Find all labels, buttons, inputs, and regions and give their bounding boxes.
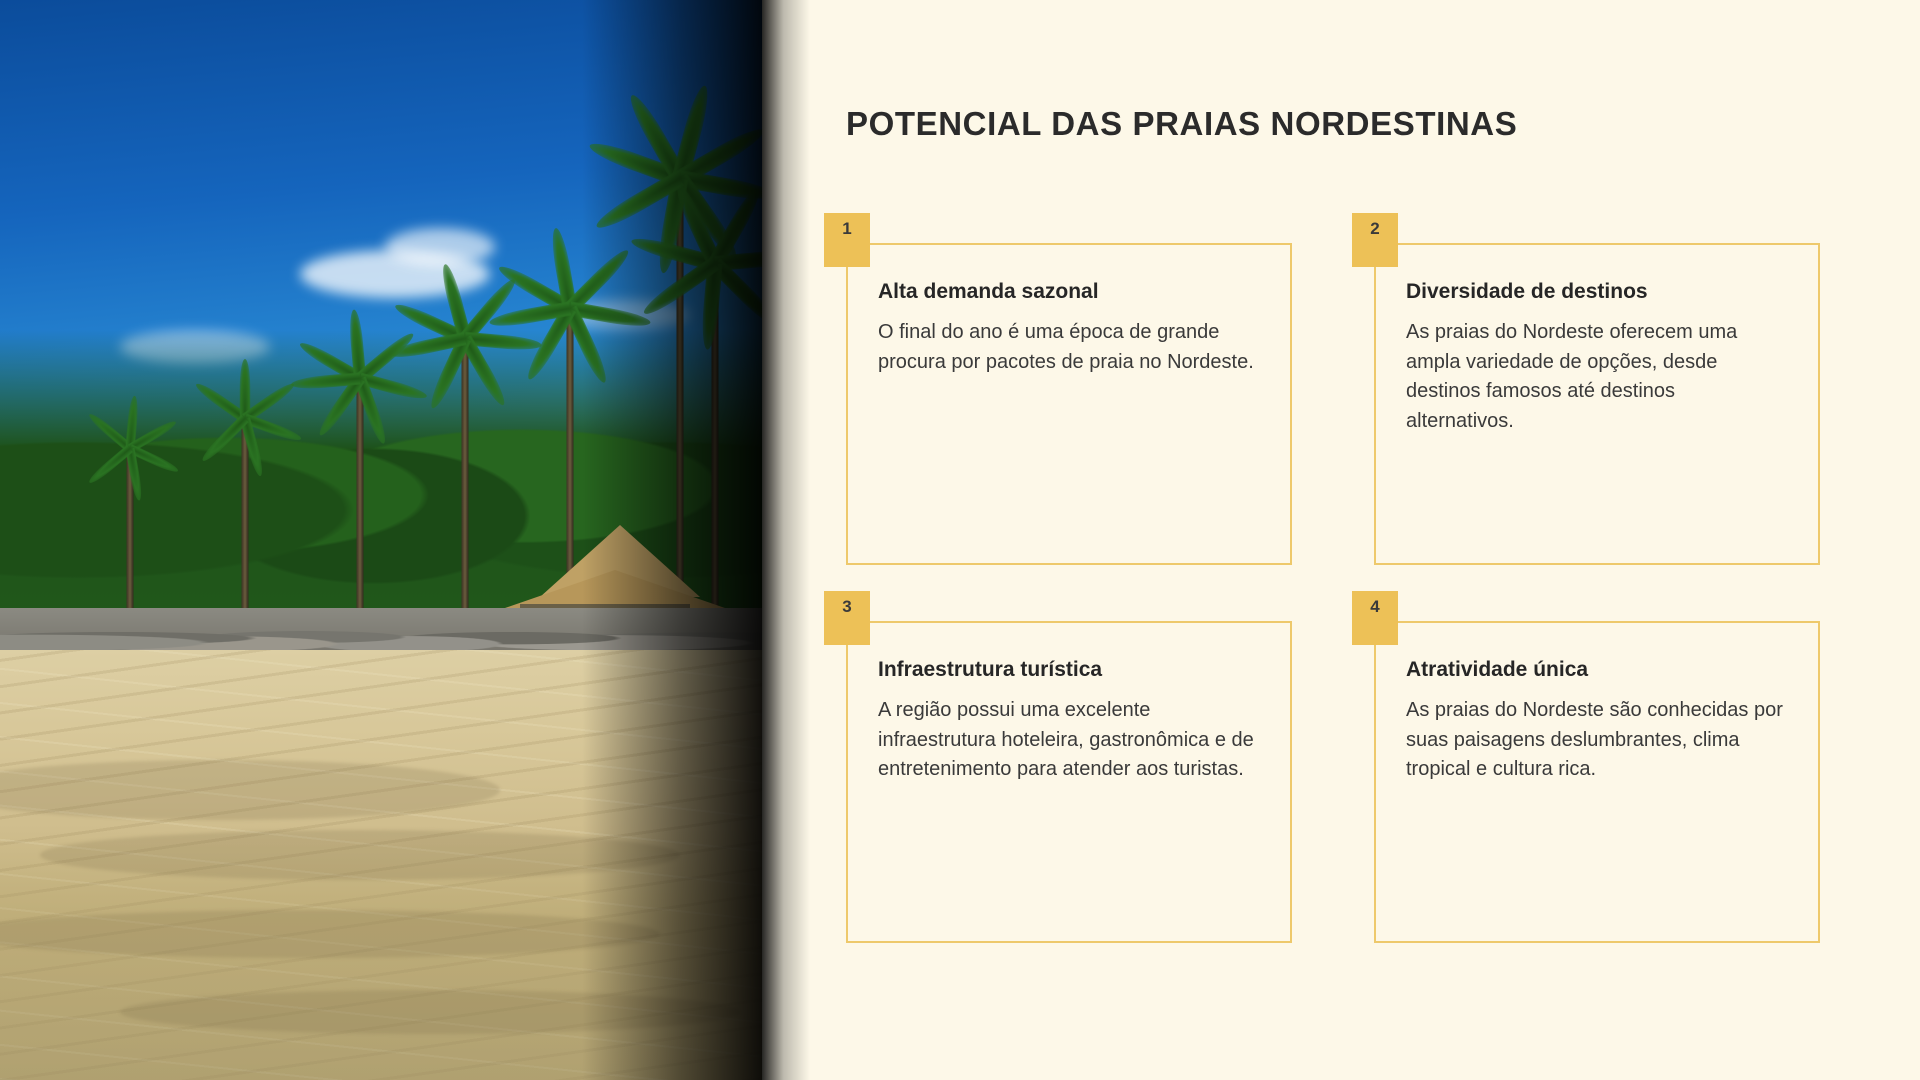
card-title: Diversidade de destinos <box>1406 280 1648 303</box>
card-number-badge: 4 <box>1352 591 1398 645</box>
card-infraestrutura-turistica <box>842 597 1292 943</box>
card-alta-demanda-sazonal <box>842 219 1292 565</box>
card-number-badge: 1 <box>824 213 870 267</box>
card-title: Infraestrutura turística <box>878 658 1103 681</box>
photo-edge-gradient <box>582 0 762 1080</box>
card-atratividade-unica <box>1370 597 1820 943</box>
card-number-badge: 3 <box>824 591 870 645</box>
content-panel <box>762 0 1920 1080</box>
card-body: A região possui uma excelente infraestrutura hoteleira, gastronômica e de entretenimento para atender aos turistas. <box>878 699 1254 781</box>
page-title: POTENCIAL DAS PRAIAS NORDESTINAS <box>846 105 1518 142</box>
card-body: As praias do Nordeste são conhecidas por suas paisagens deslumbrantes, clima tropical e cultura rica. <box>1406 699 1783 781</box>
card-diversidade-de-destinos <box>1370 219 1820 565</box>
palm-tree-icon <box>300 370 420 630</box>
palm-tree-icon <box>80 440 180 630</box>
card-title: Atratividade única <box>1406 658 1589 681</box>
card-body: O final do ano é uma época de grande procura por pacotes de praia no Nordeste. <box>878 321 1254 373</box>
cards-grid <box>842 219 1846 943</box>
card-body: As praias do Nordeste oferecem uma ampla variedade de opções, desde destinos famosos até destinos alternativos. <box>1406 321 1738 432</box>
beach-photo <box>0 0 762 1080</box>
card-number-badge: 2 <box>1352 213 1398 267</box>
cloud <box>385 228 495 266</box>
card-title: Alta demanda sazonal <box>878 280 1099 303</box>
palm-tree-icon <box>190 410 300 630</box>
